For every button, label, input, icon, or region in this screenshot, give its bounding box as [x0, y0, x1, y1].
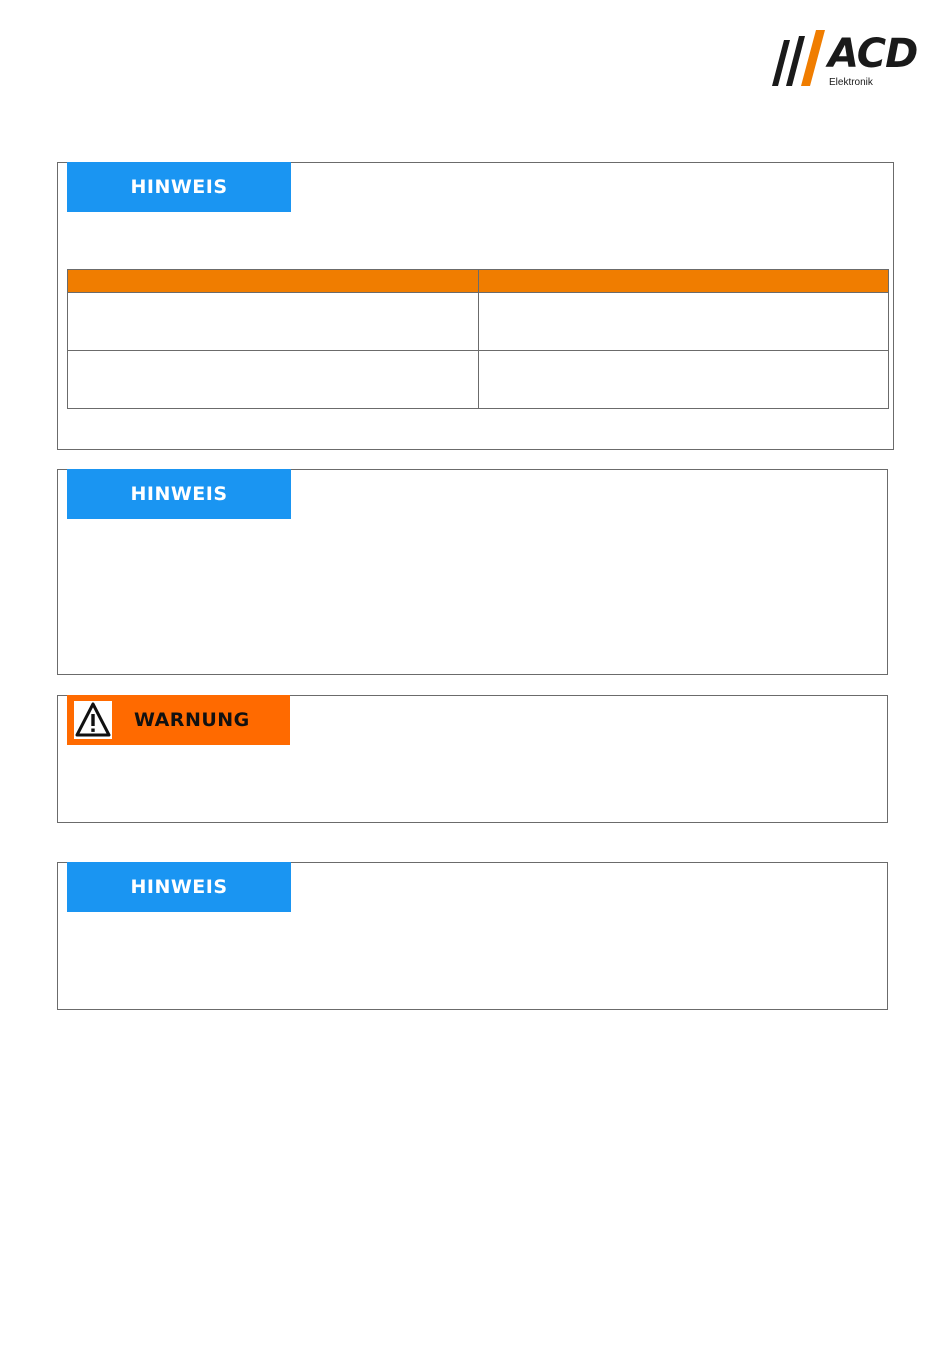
notice-box-4 [57, 862, 888, 1010]
hinweis-label: HINWEIS [67, 469, 291, 519]
table-row [68, 351, 889, 409]
company-logo [770, 28, 942, 90]
hinweis-label: HINWEIS [67, 862, 291, 912]
table-cell [68, 351, 479, 409]
logo-brand-text: ACD [828, 31, 918, 77]
warning-triangle-icon [74, 701, 112, 739]
hinweis-label: HINWEIS [67, 162, 291, 212]
table-header-row [68, 270, 889, 293]
warning-box [57, 695, 888, 823]
notice-table [67, 269, 889, 409]
notice-box-1 [57, 162, 894, 450]
table-cell [478, 293, 889, 351]
table-row [68, 293, 889, 351]
table-cell [68, 293, 479, 351]
logo-subtitle: Elektronik [829, 77, 873, 88]
table-cell [478, 351, 889, 409]
table-header-cell [478, 270, 889, 293]
logo-stripes-icon [770, 28, 830, 90]
warnung-label [67, 695, 290, 745]
warnung-label-text: WARNUNG [134, 709, 250, 731]
notice-box-2 [57, 469, 888, 675]
table-header-cell [68, 270, 479, 293]
